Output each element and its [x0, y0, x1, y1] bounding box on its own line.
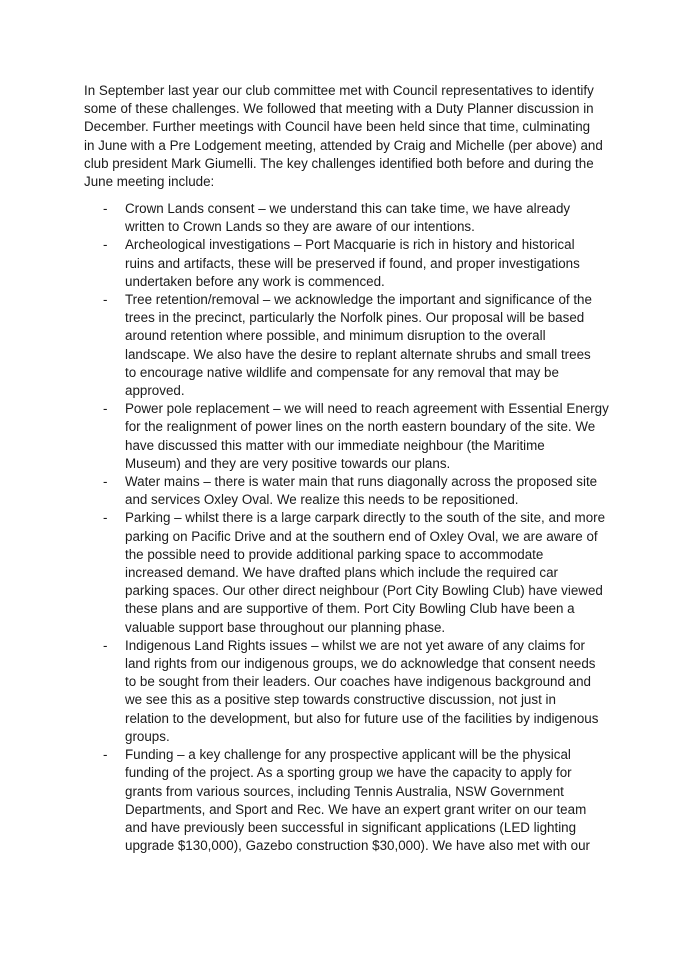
- list-item: [84, 236, 614, 291]
- list-item-text: Tree retention/removal – we acknowledge the important and significance of the trees in the precinct, particularly the Norfolk pines. Our proposal will be based around retention where possible, and minimum disruption to the overall landscape. We also have the desire to replant alternate shrubs and small trees to encourage native wildlife and compensate for any removal that may be approved.: [125, 292, 592, 399]
- list-item-text: Funding – a key challenge for any prospective applicant will be the physical funding of the project. As a sporting group we have the capacity to apply for grants from various sources, including Tennis Australia, NSW Government Departments, and Sport and Rec. We have an expert grant writer on our team and have previously been successful in significant applications (LED lighting upgrade $130,000), Gazebo construction $30,000). We have also met with our: [125, 747, 590, 854]
- bullet-dash: -: [103, 292, 108, 308]
- list-item: [84, 291, 614, 400]
- list-item: [84, 473, 614, 509]
- list-item-text: Crown Lands consent – we understand this can take time, we have already written to Crown Lands so they are aware of our intentions.: [125, 201, 571, 235]
- bullet-dash: -: [103, 637, 108, 653]
- list-item: [84, 400, 614, 473]
- bullet-dash: -: [103, 201, 108, 216]
- list-item: [84, 746, 614, 855]
- list-item-text: Water mains – there is water main that runs diagonally across the proposed site and services Oxley Oval. We realize this needs to be repositioned.: [125, 474, 598, 508]
- list-item: [84, 637, 614, 746]
- challenges-list: [84, 200, 614, 855]
- intro-paragraph: In September last year our club committee met with Council representatives to identify some of these challenges. We followed that meeting with a Duty Planner discussion in December. Further meetings with Council have been held since that time, culminating in June with a Pre Lodgement meeting, attended by Craig and Michelle (per above) and club president Mark Giumelli. The key challenges identified both before and during the June meeting include:: [84, 83, 603, 190]
- bullet-dash: -: [103, 401, 108, 417]
- list-item-text: Parking – whilst there is a large carpark directly to the south of the site, and more parking on Pacific Drive and at the southern end of Oxley Oval, we are aware of the possible need to provide additional parking space to accommodate increased demand. We have drafted plans which include the required car parking spaces. Our other direct neighbour (Port City Bowling Club) have viewed these plans and are supportive of them. Port City Bowling Club have been a valuable support base throughout our planning phase.: [125, 510, 606, 635]
- list-item-text: Power pole replacement – we will need to reach agreement with Essential Energy for the realignment of power lines on the north eastern boundary of the site. We have discussed this matter with our immediate neighbour (the Maritime Museum) and they are very positive towards our plans.: [125, 401, 609, 471]
- list-item: [84, 200, 614, 236]
- list-item-text: Archeological investigations – Port Macquarie is rich in history and historical ruins and artifacts, these will be preserved if found, and proper investigations undertaken before any work is commenced.: [125, 237, 580, 289]
- list-item: [84, 509, 614, 636]
- list-item-text: Indigenous Land Rights issues – whilst we are not yet aware of any claims for land rights from our indigenous groups, we do acknowledge that consent needs to be sought from their leaders. Our coaches have indigenous background and we see this as a positive step towards constructive discussion, not just in relation to the development, but also for future use of the facilities by indigenous groups.: [125, 637, 599, 744]
- bullet-dash: -: [103, 747, 108, 763]
- bullet-dash: -: [103, 510, 108, 526]
- bullet-dash: -: [103, 474, 108, 490]
- bullet-dash: -: [103, 237, 108, 253]
